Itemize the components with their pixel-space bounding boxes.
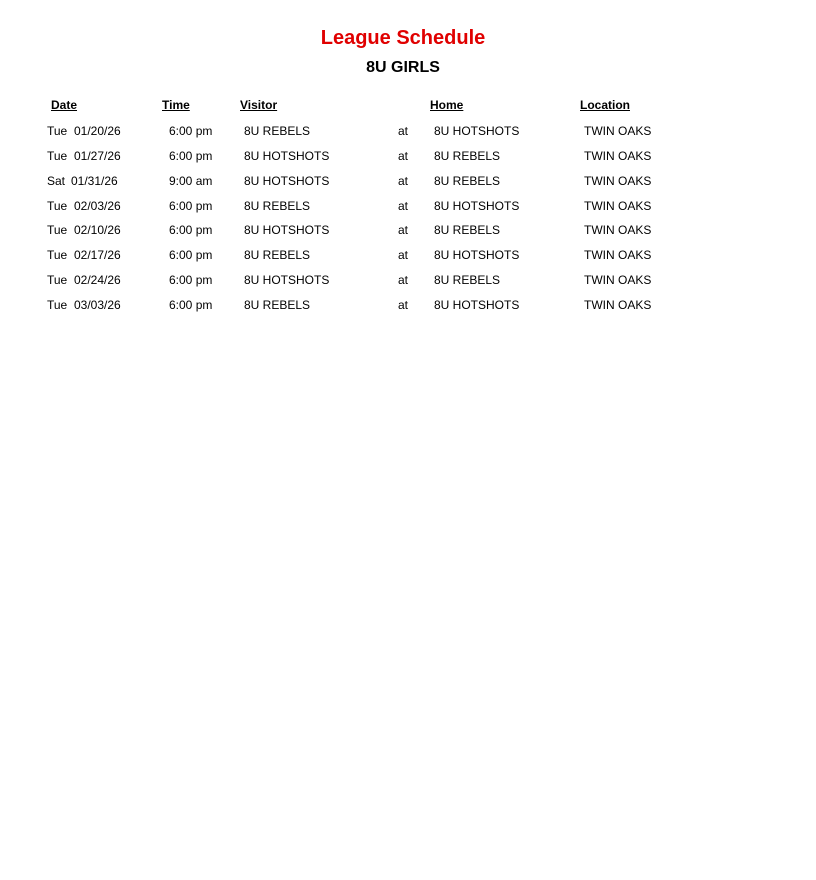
game-time: 6:00 pm <box>169 273 213 288</box>
game-time: 6:00 pm <box>169 297 213 312</box>
at-separator: at <box>398 297 409 312</box>
at-separator: at <box>398 148 409 163</box>
at-separator: at <box>398 273 409 288</box>
column-header-date: Date <box>51 98 78 112</box>
visitor-team: 8U REBELS <box>244 198 311 213</box>
table-row <box>0 244 816 269</box>
column-header-location: Location <box>580 98 630 112</box>
schedule-table-body <box>0 120 816 319</box>
game-time: 6:00 pm <box>169 198 213 213</box>
table-row <box>0 120 816 145</box>
at-separator: at <box>398 173 409 188</box>
game-date: 01/27/26 <box>74 148 121 163</box>
game-location: TWIN OAKS <box>584 223 652 238</box>
game-time: 6:00 pm <box>169 223 213 238</box>
visitor-team: 8U HOTSHOTS <box>244 148 330 163</box>
visitor-team: 8U REBELS <box>244 124 311 138</box>
visitor-team: 8U HOTSHOTS <box>244 223 330 238</box>
game-day: Tue <box>47 198 68 213</box>
game-date: 03/03/26 <box>74 297 121 312</box>
game-location: TWIN OAKS <box>584 273 652 288</box>
game-time: 6:00 pm <box>169 148 213 163</box>
home-team: 8U HOTSHOTS <box>434 248 520 263</box>
table-row <box>0 195 816 220</box>
game-date: 02/17/26 <box>74 248 121 263</box>
home-team: 8U REBELS <box>434 148 501 163</box>
home-team: 8U REBELS <box>434 223 501 238</box>
game-day: Tue <box>47 223 68 238</box>
game-date: 02/10/26 <box>74 223 121 238</box>
game-location: TWIN OAKS <box>584 297 652 312</box>
game-day: Tue <box>47 273 68 288</box>
game-day: Tue <box>47 248 68 263</box>
game-date: 01/31/26 <box>71 173 118 188</box>
column-header-time: Time <box>162 98 190 112</box>
game-day: Sat <box>47 173 66 188</box>
game-location: TWIN OAKS <box>584 248 652 263</box>
column-header-home: Home <box>430 98 464 112</box>
game-date: 01/20/26 <box>74 124 121 138</box>
column-header-visitor: Visitor <box>240 98 278 112</box>
visitor-team: 8U REBELS <box>244 248 311 263</box>
at-separator: at <box>398 223 409 238</box>
game-date: 02/03/26 <box>74 198 121 213</box>
game-date: 02/24/26 <box>74 273 121 288</box>
home-team: 8U HOTSHOTS <box>434 124 520 138</box>
game-time: 6:00 pm <box>169 248 213 263</box>
table-row <box>0 269 816 294</box>
game-time: 9:00 am <box>169 173 213 188</box>
game-day: Tue <box>47 124 68 138</box>
at-separator: at <box>398 198 409 213</box>
game-day: Tue <box>47 148 68 163</box>
home-team: 8U REBELS <box>434 273 501 288</box>
game-location: TWIN OAKS <box>584 148 652 163</box>
at-separator: at <box>398 248 409 263</box>
game-location: TWIN OAKS <box>584 198 652 213</box>
table-row <box>0 219 816 244</box>
home-team: 8U HOTSHOTS <box>434 198 520 213</box>
page-title: League Schedule <box>320 27 486 49</box>
game-time: 6:00 pm <box>169 124 213 138</box>
at-separator: at <box>398 124 409 138</box>
visitor-team: 8U REBELS <box>244 297 311 312</box>
home-team: 8U REBELS <box>434 173 501 188</box>
home-team: 8U HOTSHOTS <box>434 297 520 312</box>
visitor-team: 8U HOTSHOTS <box>244 273 330 288</box>
game-location: TWIN OAKS <box>584 173 652 188</box>
division-subtitle: 8U GIRLS <box>366 59 440 76</box>
game-location: TWIN OAKS <box>584 124 652 138</box>
visitor-team: 8U HOTSHOTS <box>244 173 330 188</box>
table-row <box>0 294 816 319</box>
game-day: Tue <box>47 297 68 312</box>
table-row <box>0 170 816 195</box>
table-row <box>0 145 816 170</box>
